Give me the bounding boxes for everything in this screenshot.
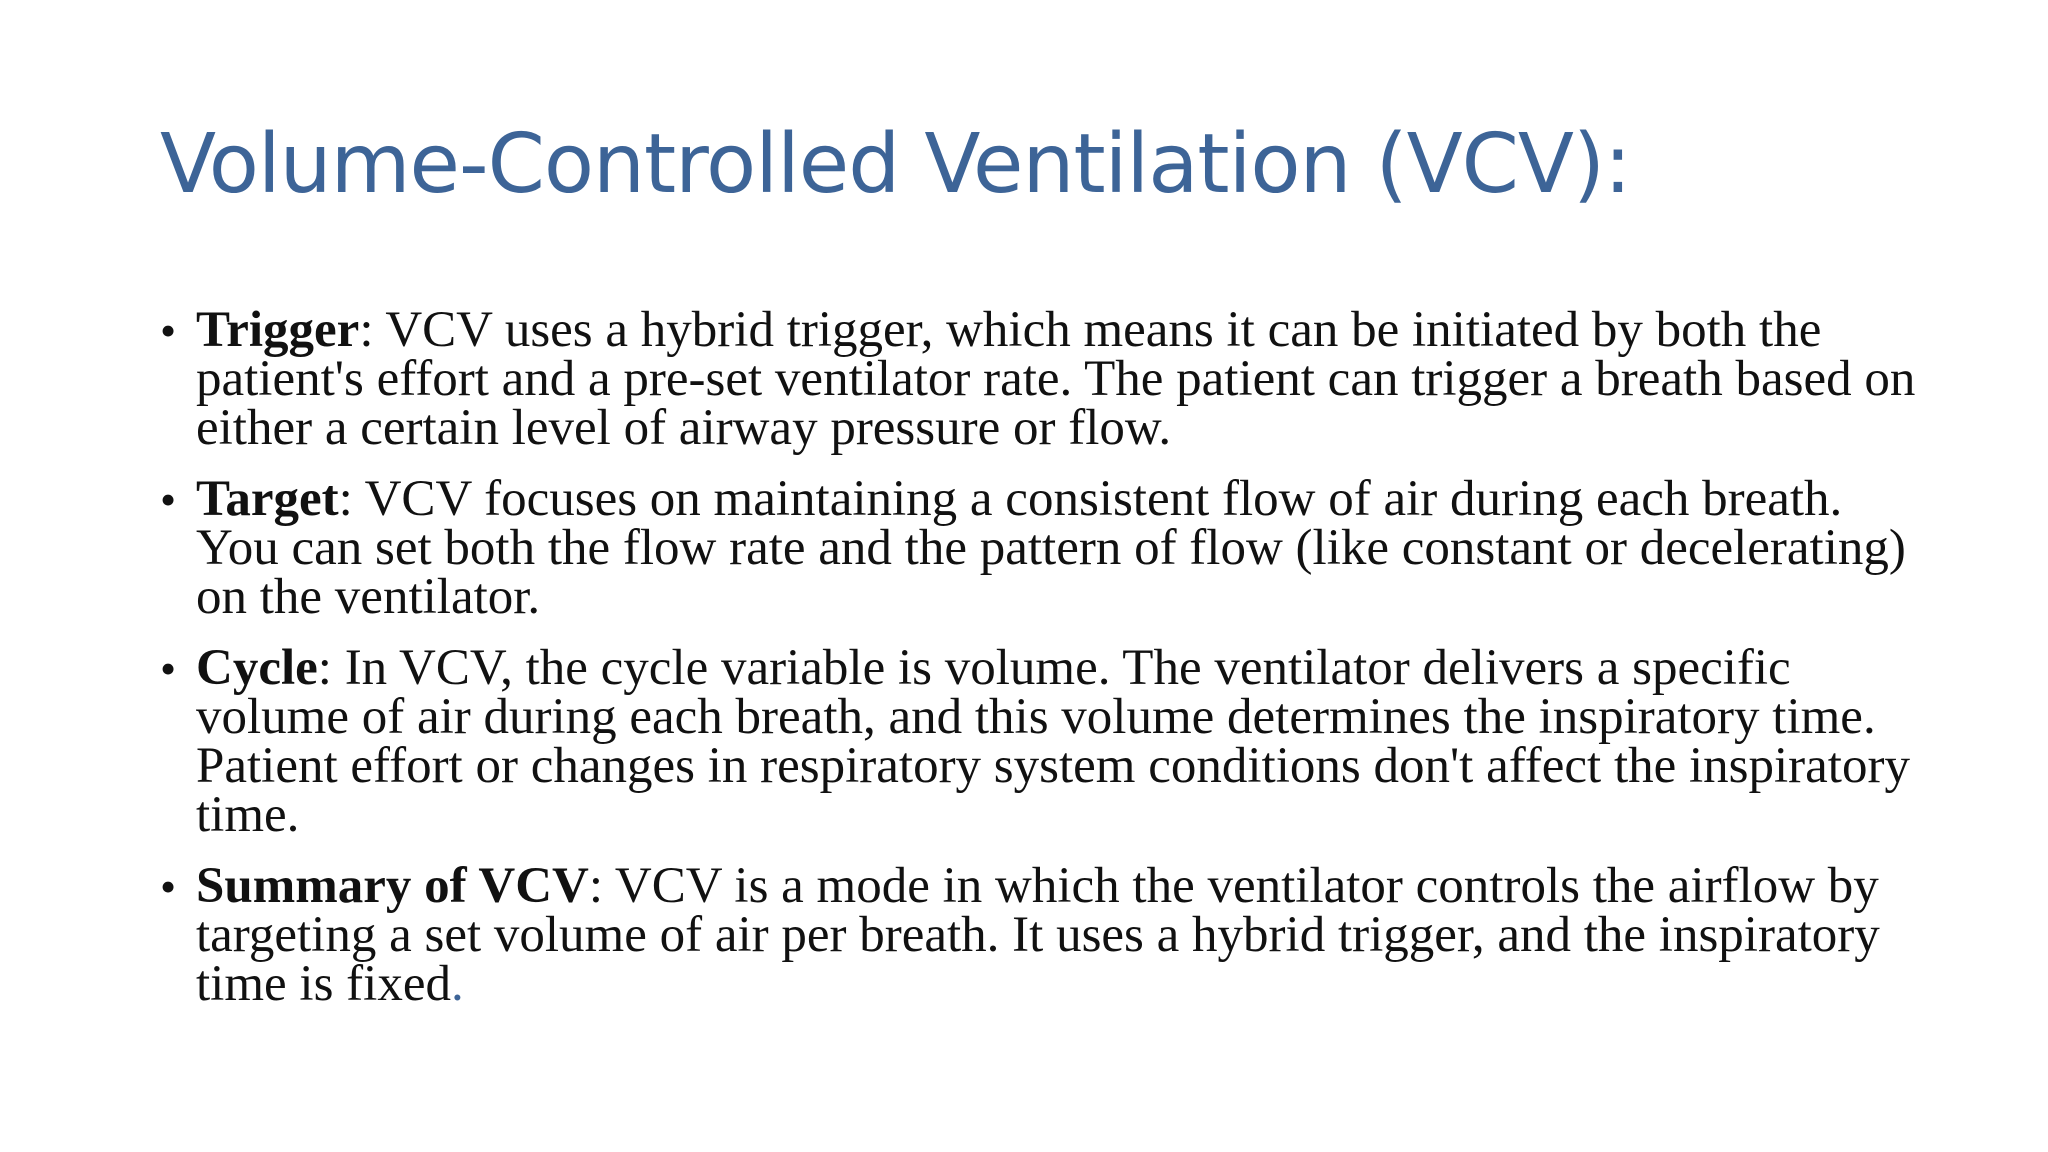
slide-title: Volume-Controlled Ventilation (VCV): [160, 117, 1631, 212]
bullet-term: Summary of VCV [196, 858, 589, 914]
bullet-separator: : [338, 471, 353, 527]
bullet-dot-icon: • [160, 643, 177, 694]
bullet-text: VCV is a mode in which the ventilator controls the airflow by targeting a set volume of air per breath. It uses a hybrid trigger, and the inspiratory time is fixed [196, 858, 1880, 1012]
bullet-list [160, 302, 1920, 1031]
bullet-trigger [160, 302, 1920, 456]
bullet-dot-icon: • [160, 474, 177, 525]
bullet-text: VCV focuses on maintaining a consistent flow of air during each breath. You can set both the flow rate and the pattern of flow (like constant or decelerating) on the ventilator. [196, 471, 1906, 625]
bullet-term: Target [196, 471, 339, 527]
accent-period: . [450, 956, 464, 1012]
bullet-target [160, 471, 1920, 625]
bullet-separator: : [588, 858, 604, 914]
bullet-dot-icon: • [160, 861, 177, 912]
bullet-summary [160, 858, 1920, 1012]
bullet-cycle [160, 640, 1920, 843]
bullet-term: Trigger [196, 302, 360, 358]
bullet-term: Cycle [196, 640, 318, 696]
bullet-text: In VCV, the cycle variable is volume. The ventilator delivers a specific volume of air during each breath, and this volume determines the inspiratory time. Patient effort or changes in respiratory system conditions don't affect the inspiratory time. [196, 640, 1910, 843]
bullet-text: VCV uses a hybrid trigger, which means it can be initiated by both the patient's effort and a pre-set ventilator rate. The patient can trigger a breath based on either a certain level of airway pressure or flow. [196, 302, 1916, 456]
bullet-separator: : [317, 640, 332, 696]
bullet-dot-icon: • [160, 305, 177, 356]
bullet-separator: : [359, 302, 374, 358]
